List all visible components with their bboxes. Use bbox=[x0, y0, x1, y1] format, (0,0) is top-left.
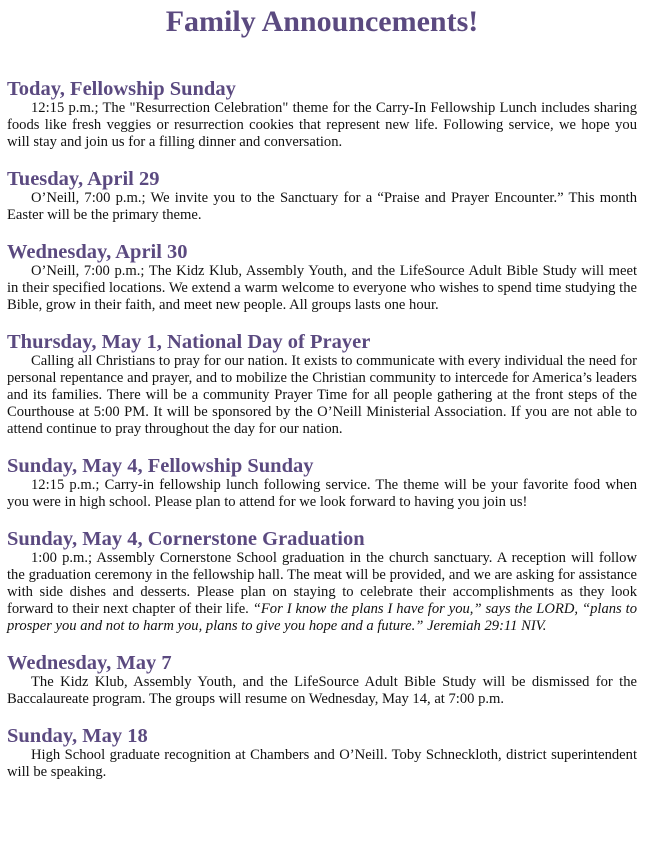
page-title: Family Announcements! bbox=[165, 5, 479, 38]
announcement-section bbox=[7, 241, 637, 314]
announcement-body: Calling all Christians to pray for our nation. It exists to communicate with every individual the need for personal repentance and prayer, and to mobilize the Christian community to intercede for America’s leaders and its families. There will be a community Prayer Time for all people gathering at the front steps of the Courthouse at 5:00 PM. It will be sponsored by the O’Neill Ministerial Association. If you are not able to attend continue to pray throughout the day for our nation. bbox=[7, 353, 637, 437]
announcement-body: The Kidz Klub, Assembly Youth, and the LifeSource Adult Bible Study will be dismissed for the Baccalaureate program. The groups will resume on Wednesday, May 14, at 7:00 p.m. bbox=[7, 674, 637, 707]
announcement-body: O’Neill, 7:00 p.m.; We invite you to the Sanctuary for a “Praise and Prayer Encounter.” This month Easter will be the primary theme. bbox=[7, 190, 637, 223]
announcement-heading: Wednesday, May 7 bbox=[7, 652, 172, 674]
scripture-quote: “For I know the plans I have for you,” says the LORD, “plans to prosper you and not to harm you, plans to give you hope and a future.” Jeremiah 29:11 NIV. bbox=[7, 601, 637, 634]
announcement-heading: Sunday, May 4, Fellowship Sunday bbox=[7, 455, 314, 477]
announcement-section bbox=[7, 652, 637, 708]
announcement-section bbox=[7, 168, 637, 224]
announcement-body: High School graduate recognition at Chambers and O’Neill. Toby Schneckloth, district superintendent will be speaking. bbox=[7, 747, 637, 780]
announcement-heading: Sunday, May 18 bbox=[7, 725, 148, 747]
announcement-body: 12:15 p.m.; Carry-in fellowship lunch following service. The theme will be your favorite food when you were in high school. Please plan to attend for we look forward to having you join us! bbox=[7, 477, 637, 510]
announcement-section bbox=[7, 331, 637, 438]
announcement-heading: Sunday, May 4, Cornerstone Graduation bbox=[7, 528, 365, 550]
announcements-page bbox=[7, 0, 637, 781]
announcement-section bbox=[7, 528, 637, 635]
announcement-heading: Thursday, May 1, National Day of Prayer bbox=[7, 331, 371, 353]
announcement-heading: Tuesday, April 29 bbox=[7, 168, 160, 190]
announcement-body bbox=[7, 550, 637, 635]
announcement-body: 12:15 p.m.; The "Resurrection Celebration" theme for the Carry-In Fellowship Lunch includes sharing foods like fresh veggies or resurrection cookies that represent new life. Following service, we hope you will stay and join us for a filling dinner and conversation. bbox=[7, 100, 637, 150]
announcement-body-text: 1:00 p.m.; Assembly Cornerstone School graduation in the church sanctuary. A reception will follow the graduation ceremony in the fellowship hall. The meat will be provided, and we are asking for assistance with side dishes and desserts. Please plan on staying to celebrate their accomplishments as they look forward to their next chapter of their life. bbox=[7, 550, 637, 617]
announcement-body: O’Neill, 7:00 p.m.; The Kidz Klub, Assembly Youth, and the LifeSource Adult Bible Study will meet in their specified locations. We extend a warm welcome to everyone who wishes to spend time studying the Bible, grow in their faith, and meet new people. All groups lasts one hour. bbox=[7, 263, 637, 313]
announcement-heading: Today, Fellowship Sunday bbox=[7, 78, 236, 100]
announcement-section bbox=[7, 78, 637, 151]
announcement-section bbox=[7, 455, 637, 511]
announcement-heading: Wednesday, April 30 bbox=[7, 241, 188, 263]
announcement-section bbox=[7, 725, 637, 781]
